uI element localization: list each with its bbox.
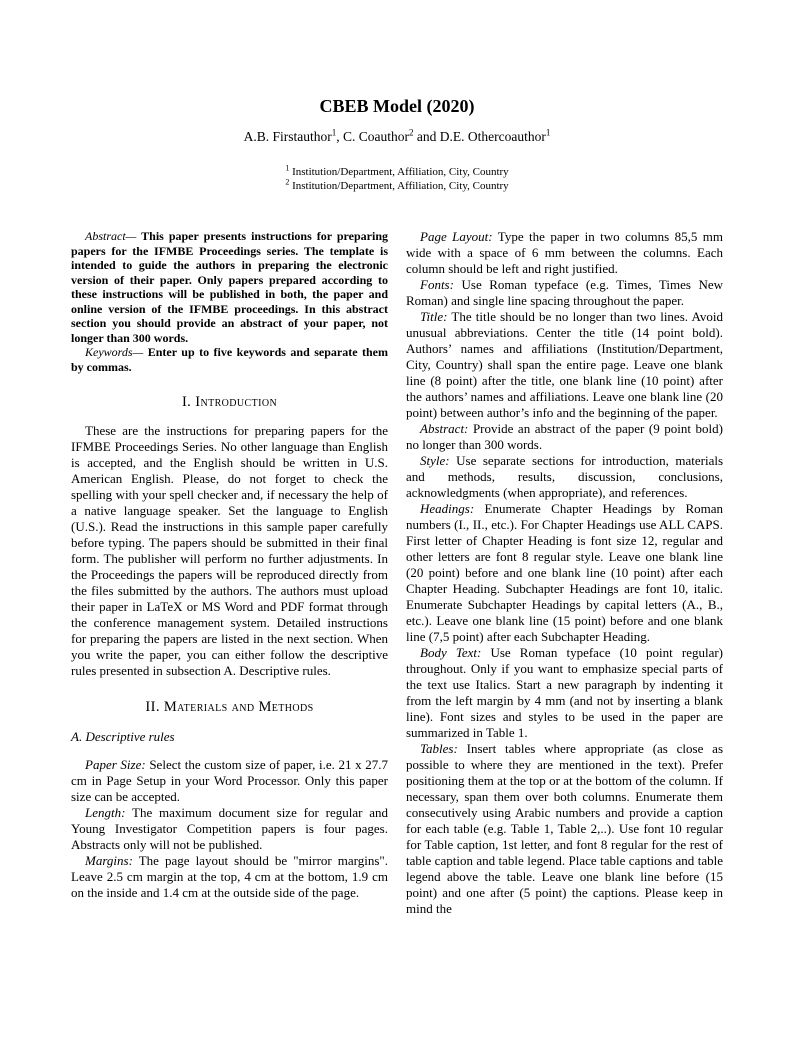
keywords-paragraph — [71, 345, 388, 374]
affiliation-2 — [71, 179, 723, 193]
page-layout-paragraph — [406, 229, 723, 277]
margins-label: Margins: — [85, 853, 133, 868]
fonts-text: Use Roman typeface (e.g. Times, Times New Roman) and single line spacing throughout the paper. — [406, 277, 724, 308]
margins-paragraph — [71, 853, 388, 901]
affiliation-2-text: Institution/Department, Affiliation, City, Country — [289, 180, 509, 192]
authors-line — [71, 129, 723, 145]
tables-label: Tables: — [420, 741, 458, 756]
author-2: , C. Coauthor — [336, 129, 410, 144]
paper-size-text: Select the custom size of paper, i.e. 21 x 27.7 cm in Page Setup in your Word Processor. Only this paper size can be accepted. — [71, 757, 389, 804]
page-layout-label: Page Layout: — [420, 229, 493, 244]
abstract-label: Abstract— — [85, 229, 137, 243]
style-label: Style: — [420, 453, 450, 468]
paper-size-paragraph — [71, 757, 388, 805]
author-2-superscript: 2 — [409, 127, 414, 138]
style-text: Use separate sections for introduction, materials and methods, results, discussion, conclusions, acknowledgments (when appropriate), and references. — [406, 453, 724, 500]
author-3: and D.E. Othercoauthor — [413, 129, 546, 144]
tables-text: Insert tables where appropriate (as close as possible to where they are mentioned in the text). Prefer positioning them at the top or at the bottom of the column. If necessary, span them over both columns. Enumerate them consecutively using Arabic numbers and provide a caption for each table (e.g. Table 1, Table 2,..). Use font 10 regular for Table caption, 1st letter, and font 8 regular for the rest of table caption and table legend. Place table captions and table legend above the table. Leave one blank line before (15 point) and one after (5 point) the captions. Please keep in mind the — [406, 741, 724, 916]
headings-text: Enumerate Chapter Headings by Roman numbers (I., II., etc.). For Chapter Headings use ALL CAPS. First letter of Chapter Heading is font size 12, regular and other letters are font 8 regular style. Leave one blank line (20 point) before and one blank line (10 point) after each Chapter Heading. Subchapter Headings are font 10, italic. Enumerate Subchapter Headings by capital letters (A., B., etc.). Leave one blank line (15 point) before and one blank line (7,5 point) after each Subchapter Heading. — [406, 501, 723, 644]
page-title: CBEB Model (2020) — [319, 96, 475, 116]
style-paragraph — [406, 453, 723, 501]
author-1-superscript: 1 — [331, 127, 337, 138]
length-label: Length: — [85, 805, 126, 820]
keywords-text: Enter up to five keywords and separate them by commas. — [71, 345, 389, 374]
headings-paragraph — [406, 501, 723, 645]
affiliation-1-superscript: 1 — [285, 163, 290, 173]
keywords-label: Keywords— — [85, 345, 144, 359]
section-heading-materials-methods: II. Materials and Methods — [145, 699, 314, 715]
affiliation-1-text: Institution/Department, Affiliation, City, Country — [289, 166, 509, 178]
title-rules-label: Title: — [420, 309, 448, 324]
page-layout-text: Type the paper in two columns 85,5 mm wide with a space of 6 mm between the columns. Each column should be left and right justified. — [406, 229, 724, 276]
affiliation-1 — [71, 165, 723, 179]
length-paragraph — [71, 805, 388, 853]
introduction-paragraph: These are the instructions for preparing papers for the IFMBE Proceedings Series. No other language than English is accepted, and the English should be written in U.S. American English. Please, do not forget to check the spelling with your spell checker and, if necessary the help of a native language speaker. Set the language to English (U.S.). Read the instructions in this sample paper carefully before typing. The papers should be submitted in their final form. The publisher will perform no further adjustments. In the Proceedings the papers will be reproduced directly from the files submitted by the authors. The authors must upload their paper in LaTeX or MS Word and PDF format through the conference management system. Detailed instructions for preparing the papers are listed in the next section. When you write the paper, you can either follow the descriptive rules presented in subsection A. Descriptive rules. — [71, 423, 388, 678]
author-1: A.B. Firstauthor — [243, 129, 332, 144]
left-column — [71, 229, 388, 917]
title-rules-text: The title should be no longer than two lines. Avoid unusual abbreviations. Center the title (14 point bold). Authors’ names and affiliations (Institution/Department, City, Country) shall span the entire page. Leave one blank line (8 point) after the title, one blank line (10 point) after the authors’ names and affiliations. Leave one blank line (20 point) between author’s info and the beginning of the paper. — [406, 309, 723, 420]
paper-size-label: Paper Size: — [85, 757, 146, 772]
affiliation-2-superscript: 2 — [285, 177, 290, 187]
abstract-rules-paragraph — [406, 421, 723, 453]
margins-text: The page layout should be "mirror margins". Leave 2.5 cm margin at the top, 4 cm at the bottom, 1.9 cm on the inside and 1.4 cm at the outside side of the page. — [71, 853, 388, 900]
author-3-superscript: 1 — [545, 127, 551, 138]
headings-label: Headings: — [420, 501, 475, 516]
abstract-text: This paper presents instructions for preparing papers for the IFMBE Proceedings series. The template is intended to guide the authors in preparing the electronic version of their paper. Only papers prepared according to these instructions will be published in both, the paper and online version of the IFMBE proceedings. In this abstract section you should provide an abstract of your paper, not longer than 300 words. — [71, 229, 388, 345]
subsection-heading-descriptive-rules: A. Descriptive rules — [71, 729, 175, 744]
abstract-rules-text: Provide an abstract of the paper (9 point bold) no longer than 300 words. — [406, 421, 723, 452]
body-text-text: Use Roman typeface (10 point regular) throughout. Only if you want to emphasize special parts of the text use Italics. Start a new paragraph by indenting it from the left margin by 4 mm (and not by inserting a blank line). Font sizes and styles to be used in the paper are summarized in Table 1. — [406, 645, 724, 740]
length-text: The maximum document size for regular and Young Investigator Competition papers is four pages. Abstracts only will not be published. — [71, 805, 388, 852]
two-column-body — [71, 229, 723, 917]
body-text-paragraph — [406, 645, 723, 741]
tables-paragraph — [406, 741, 723, 917]
body-text-label: Body Text: — [420, 645, 482, 660]
title-rules-paragraph — [406, 309, 723, 421]
affiliations — [71, 165, 723, 193]
fonts-paragraph — [406, 277, 723, 309]
right-column — [406, 229, 723, 917]
abstract-paragraph — [71, 229, 388, 345]
fonts-label: Fonts: — [420, 277, 454, 292]
section-heading-introduction: I. Introduction — [181, 394, 278, 410]
abstract-rules-label: Abstract: — [420, 421, 469, 436]
